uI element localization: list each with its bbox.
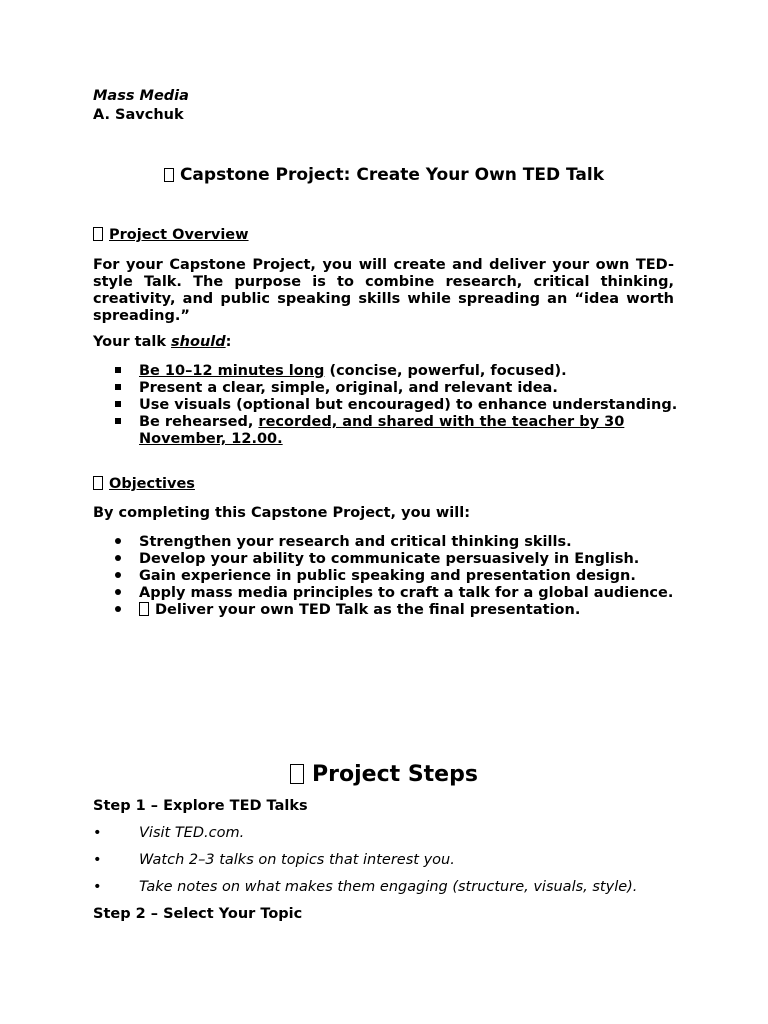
list-item-text: Watch 2–3 talks on topics that interest you. (139, 852, 455, 868)
list-item-text: Apply mass media principles to craft a talk for a global audience. (139, 585, 674, 601)
missing-glyph-icon (290, 764, 304, 784)
list-item-text: Gain experience in public speaking and presentation design. (139, 568, 636, 584)
list-item (93, 568, 683, 585)
should-emphasis: should (171, 334, 226, 350)
page-title (0, 165, 768, 185)
author-name: A. Savchuk (93, 107, 184, 123)
bullet-icon: • (93, 825, 102, 841)
step-2-heading: Step 2 – Select Your Topic (93, 906, 303, 922)
list-item-text: Be rehearsed, (139, 414, 259, 430)
square-bullet-icon (115, 380, 127, 397)
list-item-text: Use visuals (optional but encouraged) to enhance understanding. (139, 397, 678, 413)
bullet-icon: • (93, 879, 102, 895)
objectives-heading (93, 476, 195, 492)
missing-glyph-icon (164, 168, 174, 182)
deadline-text: recorded, and shared with the teacher by 30 November, 12.00. (139, 414, 625, 447)
should-prefix: Your talk (93, 334, 172, 350)
round-bullet-icon (115, 602, 127, 619)
list-item (93, 852, 693, 869)
list-item-text: Develop your ability to communicate persuasively in English. (139, 551, 640, 567)
missing-glyph-icon (93, 476, 103, 490)
steps-title-text: Project Steps (312, 762, 478, 787)
course-name: Mass Media (93, 88, 189, 104)
list-item (93, 585, 683, 602)
overview-paragraph: For your Capstone Project, you will create and deliver your own TED-style Talk. The purpose is to combine research, critical thinking, creativity, and public speaking skills while spreading an “idea worth spreading.” (93, 257, 674, 324)
list-item (93, 551, 683, 568)
objectives-list (93, 534, 683, 619)
should-suffix: : (225, 334, 232, 350)
list-item-text: (concise, powerful, focused). (324, 363, 567, 379)
round-bullet-icon (115, 585, 127, 602)
missing-glyph-icon (139, 602, 149, 616)
objectives-heading-text: Objectives (109, 476, 195, 492)
list-item (93, 879, 693, 896)
square-bullet-icon (115, 414, 127, 431)
bullet-icon: • (93, 852, 102, 868)
should-list (93, 363, 683, 448)
round-bullet-icon (115, 568, 127, 585)
list-item (93, 397, 683, 414)
list-item (93, 534, 683, 551)
list-item (93, 602, 683, 619)
list-item-text: Take notes on what makes them engaging (structure, visuals, style). (139, 879, 638, 895)
list-item-text: Visit TED.com. (139, 825, 245, 841)
objectives-intro: By completing this Capstone Project, you will: (93, 505, 471, 521)
list-item-text: Present a clear, simple, original, and relevant idea. (139, 380, 558, 396)
list-item (93, 380, 683, 397)
overview-heading-text: Project Overview (109, 227, 249, 243)
list-item-text: Strengthen your research and critical thinking skills. (139, 534, 572, 550)
list-item (93, 414, 683, 448)
round-bullet-icon (115, 551, 127, 568)
list-item (93, 825, 693, 842)
missing-glyph-icon (93, 227, 103, 241)
list-item-underlined: Be 10–12 minutes long (139, 363, 325, 379)
list-item-text: Deliver your own TED Talk as the final presentation. (155, 602, 581, 618)
list-item (93, 363, 683, 380)
square-bullet-icon (115, 363, 127, 380)
overview-heading (93, 227, 249, 243)
page-title-text: Capstone Project: Create Your Own TED Talk (179, 165, 605, 185)
should-line (93, 334, 231, 351)
square-bullet-icon (115, 397, 127, 414)
step-1-heading: Step 1 – Explore TED Talks (93, 798, 308, 814)
steps-title (0, 762, 768, 787)
round-bullet-icon (115, 534, 127, 551)
